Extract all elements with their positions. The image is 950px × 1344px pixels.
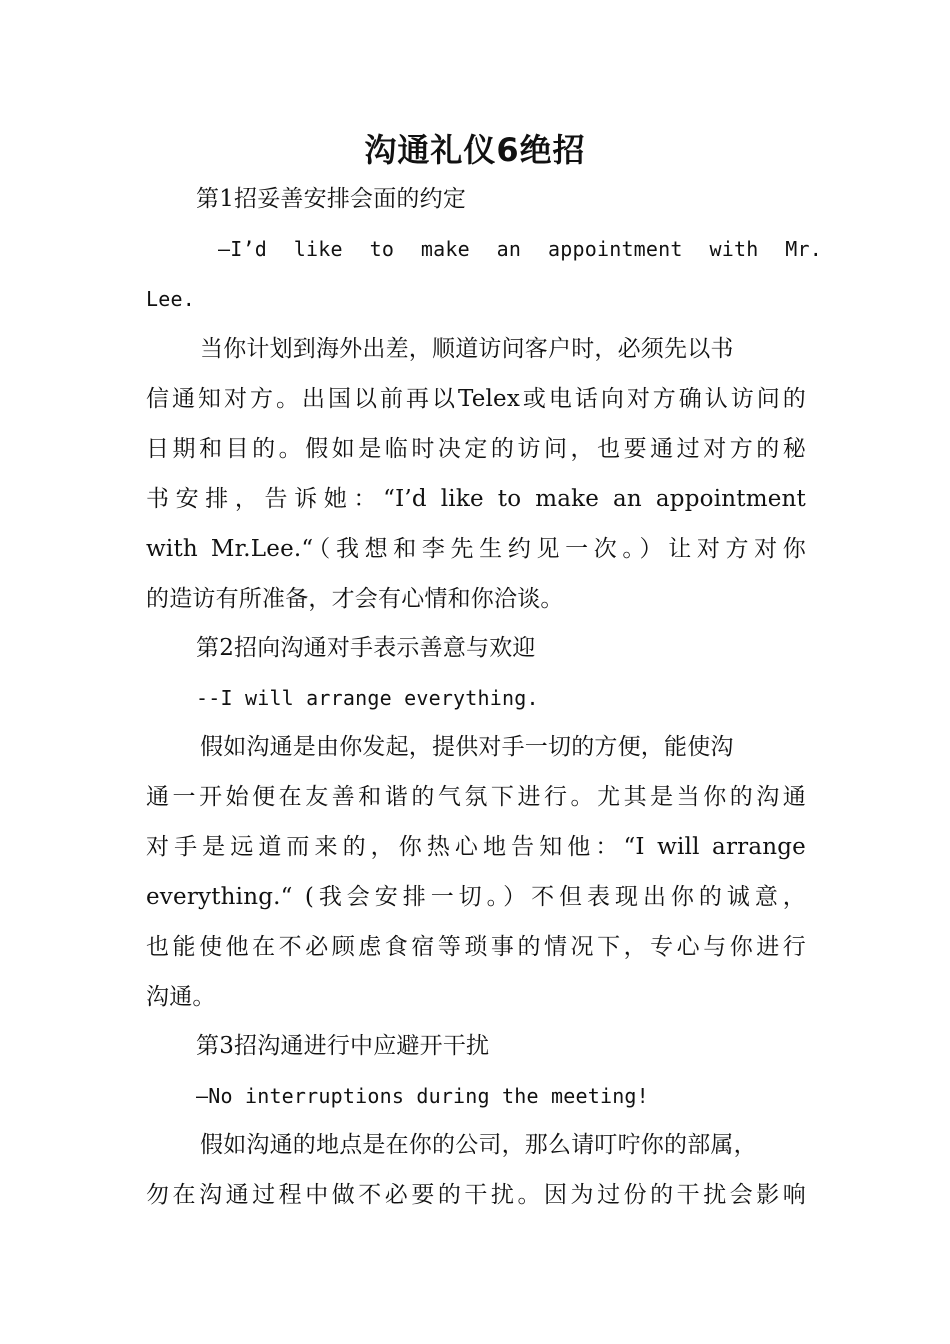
body-line: with Mr.Lee.“（我想和李先生约见一次。）让对方对你: [146, 536, 806, 562]
body-line: 也能使他在不必顾虑食宿等琐事的情况下，专心与你进行: [146, 934, 806, 960]
english-phrase-1: —I’d like to make an appointment with Mr.: [218, 237, 822, 261]
body-line: 沟通。: [146, 984, 216, 1010]
english-phrase-3: —No interruptions during the meeting!: [196, 1084, 649, 1108]
body-line: 假如沟通的地点是在你的公司，那么请叮咛你的部属，: [200, 1132, 757, 1158]
body-line: 的造访有所准备，才会有心情和你洽谈。: [146, 586, 564, 612]
body-line: 信通知对方。出国以前再以Telex或电话向对方确认访问的: [146, 386, 806, 412]
body-line: 书安排，告诉她：“I’d like to make an appointment: [146, 486, 806, 512]
body-line: 通一开始便在友善和谐的气氛下进行。尤其是当你的沟通: [146, 784, 806, 810]
section-heading-2: 第2招向沟通对手表示善意与欢迎: [196, 635, 536, 661]
section-heading-1: 第1招妥善安排会面的约定: [196, 186, 467, 212]
body-line: 日期和目的。假如是临时决定的访问，也要通过对方的秘: [146, 436, 806, 462]
body-line: everything.“ (我会安排一切。）不但表现出你的诚意，: [146, 884, 806, 910]
body-line: Lee.: [146, 287, 195, 311]
body-line: 勿在沟通过程中做不必要的干扰。因为过份的干扰会影响: [146, 1182, 806, 1208]
body-line: 对手是远道而来的，你热心地告知他：“I will arrange: [146, 834, 806, 860]
body-line: 当你计划到海外出差，顺道访问客户时，必须先以书: [200, 336, 734, 362]
document-title: 沟通礼仪6绝招: [364, 131, 586, 169]
body-line: 假如沟通是由你发起，提供对手一切的方便，能使沟: [200, 734, 734, 760]
english-phrase-2: --I will arrange everything.: [196, 686, 539, 710]
section-heading-3: 第3招沟通进行中应避开干扰: [196, 1033, 490, 1059]
